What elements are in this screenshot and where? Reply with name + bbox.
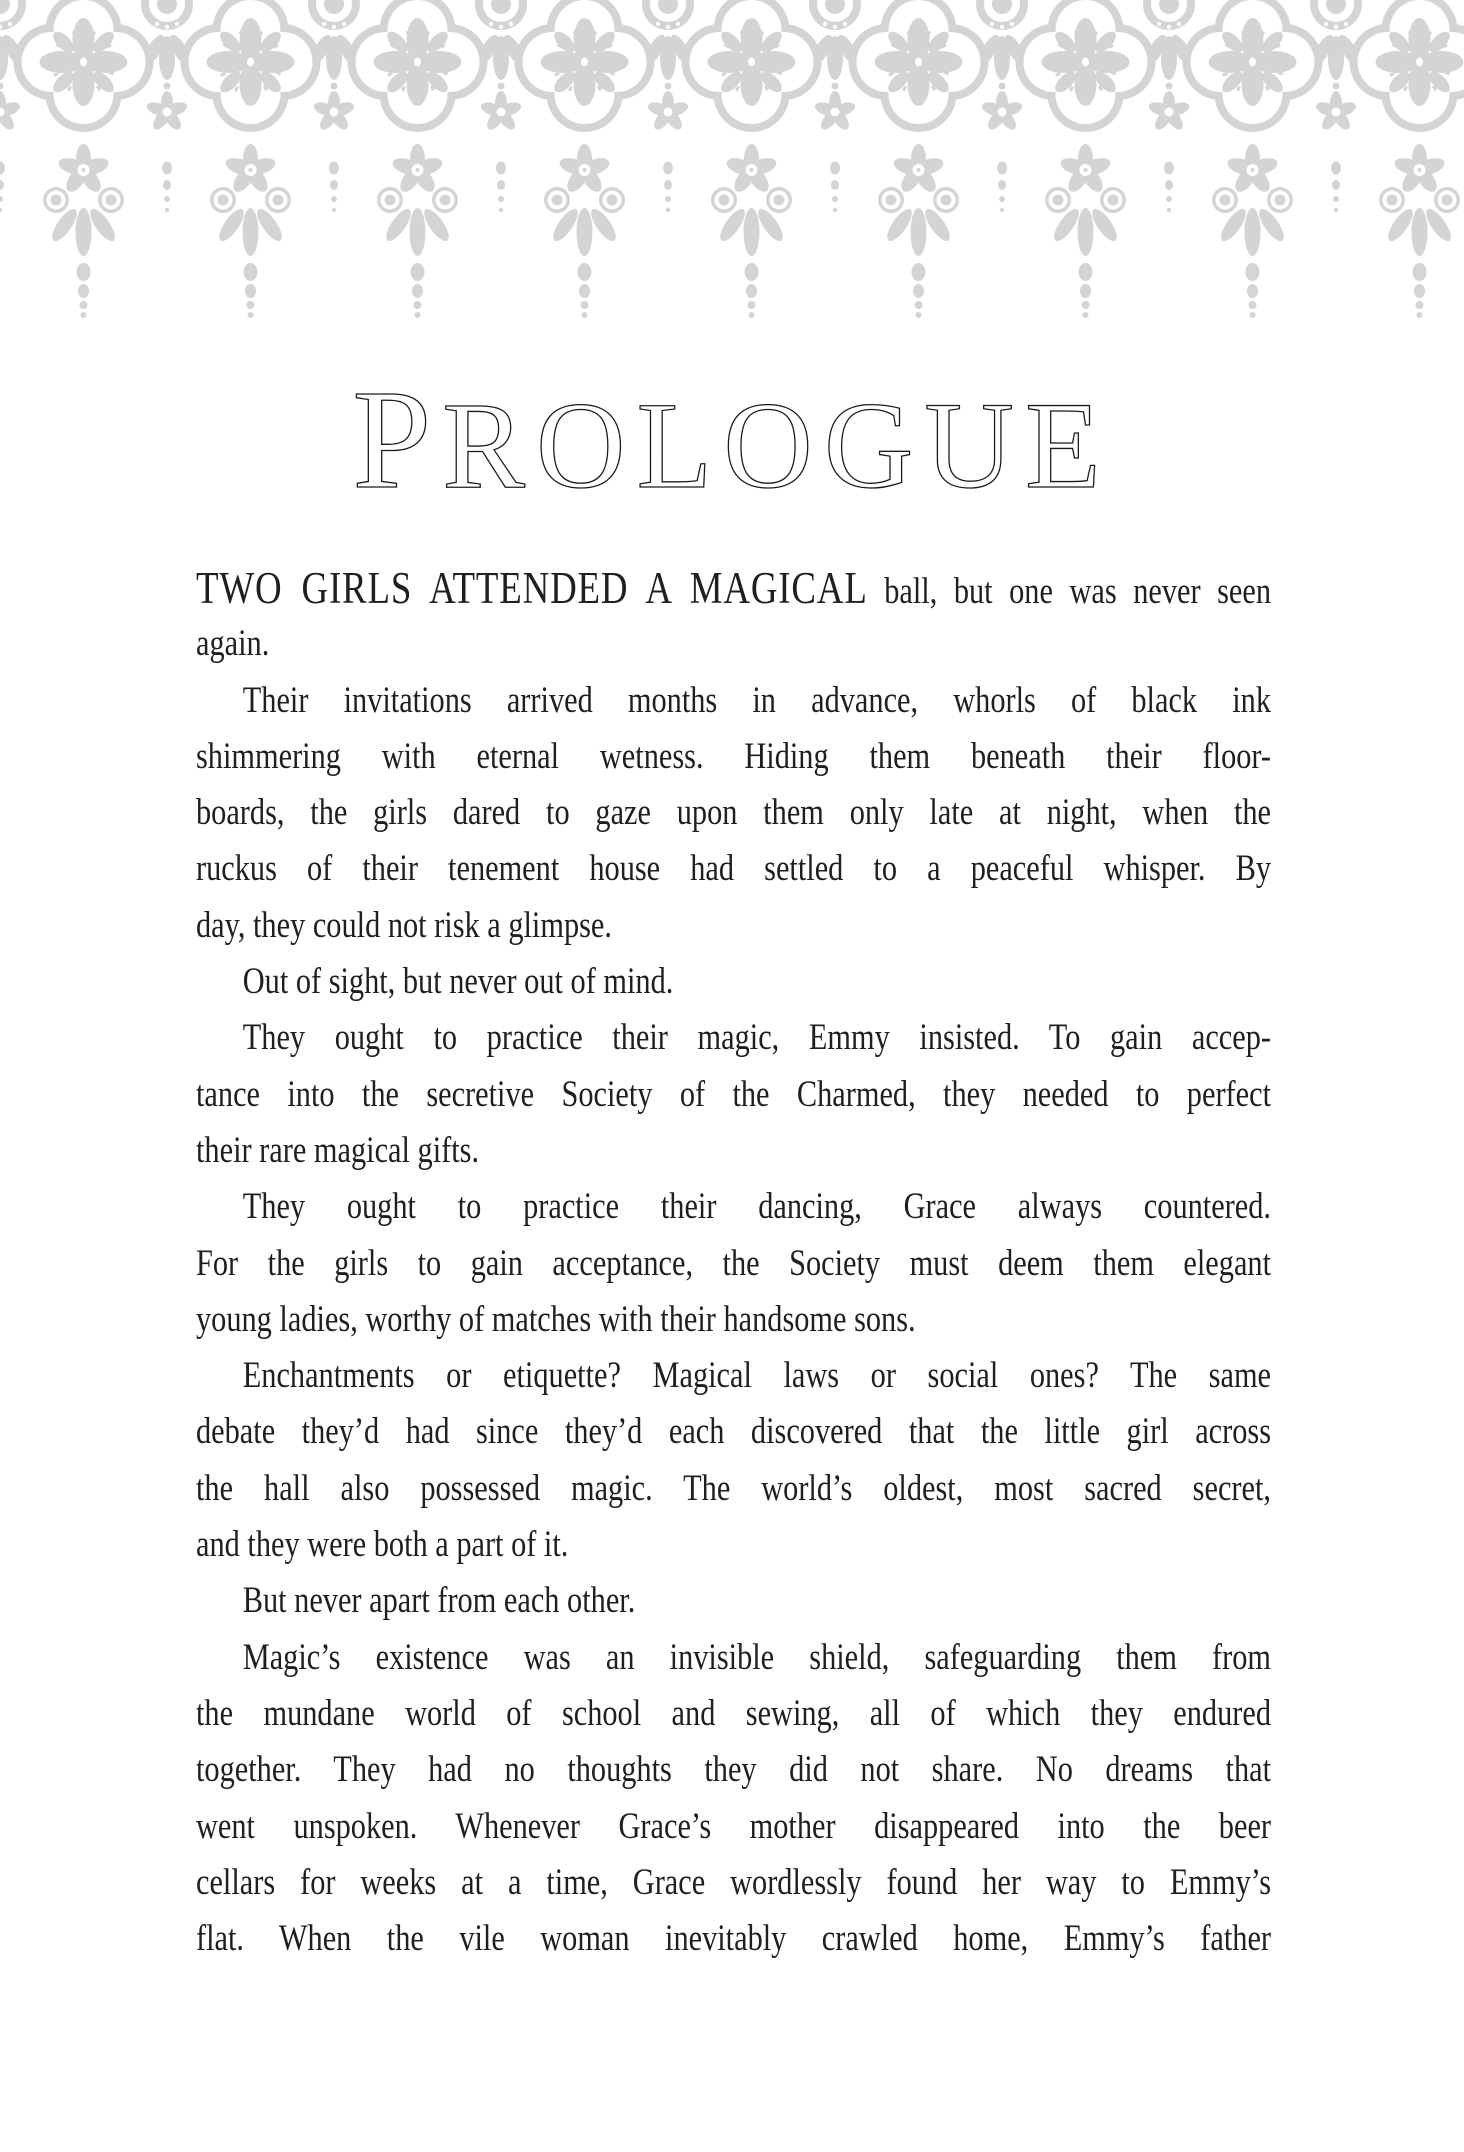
text-run: ball, but one was never seen [867,571,1272,612]
paragraph [196,954,1271,1010]
paragraph [196,1348,1271,1573]
text-line: tance into the secretive Society of the Charmed, they needed to perfect [196,1073,1272,1115]
text-line: flat. When the vile woman inevitably crawled home, Emmy’s father [196,1918,1272,1960]
paragraph [196,1179,1271,1348]
text-line: They ought to practice their dancing, Grace always countered. [242,1186,1272,1228]
text-line: the mundane world of school and sewing, all of which they endured [196,1692,1272,1734]
text-line: debate they’d had since they’d each discovered that the little girl across [196,1411,1272,1453]
chapter-title [0,360,1464,518]
text-line: For the girls to gain acceptance, the Society must deem them elegant [196,1242,1272,1284]
text-line: day, they could not risk a glimpse. [196,904,612,946]
chapter-title-initial: P [352,360,443,518]
text-line: and they were both a part of it. [196,1524,569,1566]
text-line: Magic’s existence was an invisible shield, safeguarding them from [242,1636,1272,1678]
text-line: cellars for weeks at a time, Grace wordlessly found her way to Emmy’s [196,1861,1272,1903]
text-line: Their invitations arrived months in advance, whorls of black ink [242,679,1272,721]
lead-in-caps: TWO GIRLS ATTENDED A MAGICAL [196,563,868,613]
chapter-title-rest: ROLOGUE [442,377,1112,514]
text-line: Out of sight, but never out of mind. [242,961,674,1003]
paragraph [196,1573,1271,1629]
text-line: shimmering with eternal wetness. Hiding them beneath their floor- [196,735,1272,777]
text-line: together. They had no thoughts they did not share. No dreams that [196,1749,1272,1791]
text-line: went unspoken. Whenever Grace’s mother disappeared into the beer [196,1805,1272,1847]
text-line: Enchantments or etiquette? Magical laws or social ones? The same [242,1355,1272,1397]
text-line: their rare magical gifts. [196,1129,480,1171]
lace-border-ornament [0,0,1464,322]
text-line: But never apart from each other. [242,1580,636,1622]
text-line: ruckus of their tenement house had settled to a peaceful whisper. By [196,848,1272,890]
text-line: the hall also possessed magic. The world’s oldest, most sacred secret, [196,1467,1272,1509]
text-line: young ladies, worthy of matches with their handsome sons. [196,1298,916,1340]
text-line: They ought to practice their magic, Emmy insisted. To gain accep- [242,1017,1272,1059]
paragraph [196,1010,1271,1179]
text-line: boards, the girls dared to gaze upon them only late at night, when the [196,792,1272,834]
text-line: again. [196,623,270,665]
paragraph [196,673,1271,954]
text-line [196,560,1271,616]
paragraph [196,560,1271,673]
body-text [196,560,1271,1967]
paragraph [196,1630,1271,1968]
